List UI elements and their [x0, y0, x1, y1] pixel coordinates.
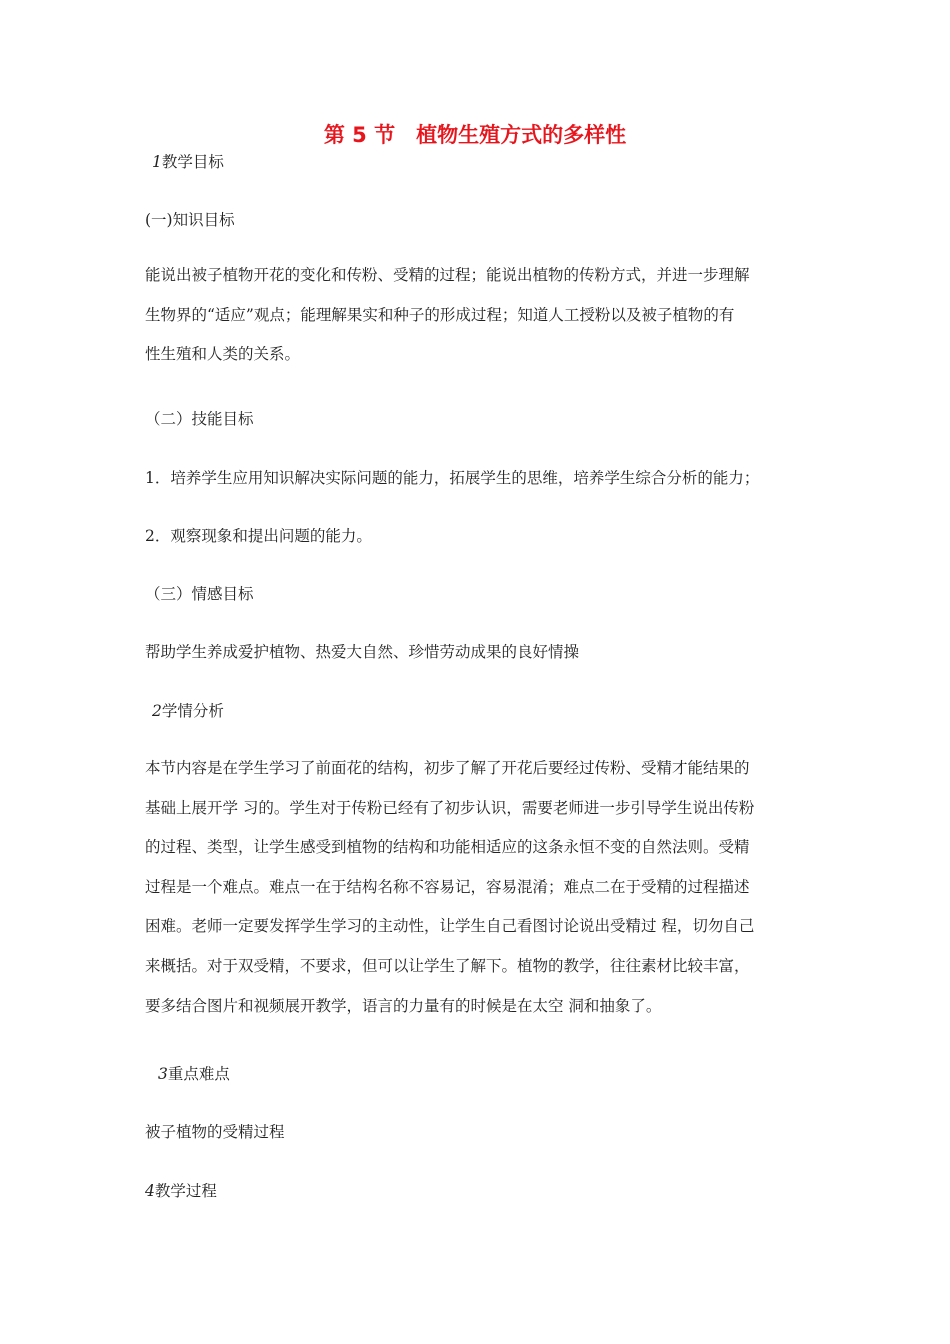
- text-line: 性生殖和人类的关系。: [145, 345, 301, 364]
- text-line: 过程是一个难点。难点一在于结构名称不容易记，容易混淆；难点二在于受精的过程描述: [145, 877, 750, 896]
- text-line: 本节内容是在学生学习了前面花的结构，初步了解了开花后要经过传粉、受精才能结果的: [145, 759, 750, 777]
- text-line: 的过程、类型，让学生感受到植物的结构和功能相适应的这条永恒不变的自然法则。受精: [145, 838, 750, 857]
- section-label: 重点难点: [167, 1065, 230, 1083]
- section-heading-teaching-goals: [152, 151, 224, 173]
- section-label: 教学目标: [161, 153, 224, 171]
- text-line: 要多结合图片和视频展开教学，语言的力量有的时候是在太空 洞和抽象了。: [145, 996, 662, 1015]
- text-line: 能说出被子植物开花的变化和传粉、受精的过程；能说出植物的传粉方式，并进一步理解: [145, 266, 750, 284]
- text-line: 来概括。对于双受精，不要求，但可以让学生了解下。植物的教学，往往素材比较丰富，: [145, 956, 750, 975]
- paragraph-knowledge-goals: [145, 256, 815, 375]
- section-number: 4: [145, 1182, 155, 1200]
- section-heading-student-analysis: [152, 700, 224, 722]
- subheading-skill-goals: （二）技能目标: [145, 410, 254, 428]
- text-line: 生物界的“适应”观点；能理解果实和种子的形成过程；知道人工授粉以及被子植物的有: [145, 305, 735, 324]
- document-title: 第 5 节 植物生殖方式的多样性: [323, 123, 627, 147]
- paragraph-emotion-goals: 帮助学生养成爱护植物、热爱大自然、珍惜劳动成果的良好情操: [145, 643, 580, 661]
- section-heading-teaching-process: [145, 1180, 217, 1202]
- text-line: 困难。老师一定要发挥学生学习的主动性，让学生自己看图讨论说出受精过 程，切勿自己: [145, 917, 755, 936]
- skill-item-1: 1．培养学生应用知识解决实际问题的能力，拓展学生的思维，培养学生综合分析的能力；: [145, 469, 760, 487]
- paragraph-key-points: 被子植物的受精过程: [145, 1123, 285, 1141]
- section-number: 1: [152, 153, 162, 171]
- section-number: 2: [152, 702, 162, 720]
- section-number: 3: [158, 1065, 168, 1083]
- skill-item-2: 2．观察现象和提出问题的能力。: [145, 527, 372, 545]
- subheading-knowledge-goals: (一)知识目标: [145, 211, 235, 229]
- section-label: 教学过程: [154, 1182, 217, 1200]
- subheading-emotion-goals: （三）情感目标: [145, 585, 254, 603]
- section-label: 学情分析: [161, 702, 224, 720]
- paragraph-student-analysis: [145, 749, 815, 1026]
- text-line: 基础上展开学 习的。学生对于传粉已经有了初步认识，需要老师进一步引导学生说出传粉: [145, 798, 755, 817]
- section-heading-key-points: [158, 1063, 230, 1085]
